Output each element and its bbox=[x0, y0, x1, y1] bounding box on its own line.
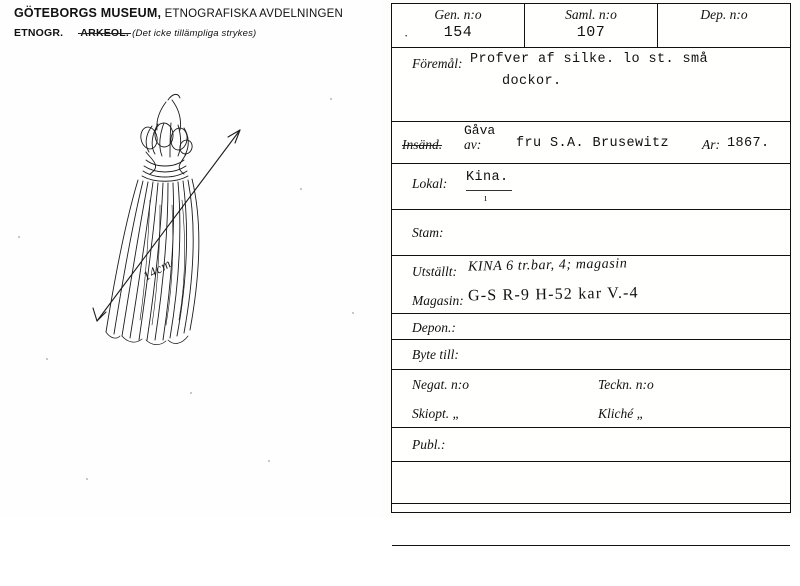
strike-instruction-note: (Det icke tillämpliga strykes) bbox=[132, 28, 257, 39]
foremal-value-line1: Profver af silke. lo st. små bbox=[470, 52, 709, 67]
gift-word: Gåva bbox=[464, 123, 496, 138]
photo-speck bbox=[352, 312, 354, 314]
card-header-row bbox=[392, 4, 790, 48]
photo-speck bbox=[268, 460, 270, 462]
saml-number-label: Saml. n:o bbox=[565, 7, 617, 22]
arkeol-label-struck: ARKEOL. bbox=[80, 27, 130, 39]
left-photo-panel bbox=[0, 0, 382, 518]
dep-number-label: Dep. n:o bbox=[700, 7, 748, 22]
museum-department: ETNOGRAFISKA AVDELNINGEN bbox=[164, 8, 343, 20]
byte-row bbox=[392, 340, 790, 370]
blank-row-2 bbox=[392, 504, 790, 546]
gen-number-label: Gen. n:o bbox=[434, 7, 482, 22]
photo-speck bbox=[86, 478, 88, 480]
year-label: Ar: bbox=[702, 137, 720, 152]
blank-row-1 bbox=[392, 462, 790, 504]
magasin-value: G-S R-9 H-52 kar V.-4 bbox=[467, 284, 639, 305]
publ-label: Publ.: bbox=[412, 437, 446, 452]
photo-speck bbox=[190, 392, 192, 394]
foremal-label: Föremål: bbox=[412, 56, 463, 71]
byte-label: Byte till: bbox=[412, 347, 459, 362]
gen-number-value: 154 bbox=[443, 24, 473, 41]
photo-speck bbox=[46, 358, 48, 360]
stam-label: Stam: bbox=[412, 225, 444, 240]
lokal-row bbox=[392, 164, 790, 210]
utstallt-row bbox=[392, 256, 790, 286]
dep-number-cell bbox=[658, 4, 790, 47]
insand-label-struck: Insänd. bbox=[402, 137, 443, 152]
lokal-label: Lokal: bbox=[412, 176, 448, 191]
foremal-value-line2: dockor. bbox=[502, 74, 562, 89]
museum-name: GÖTEBORGS MUSEUM, bbox=[14, 6, 162, 20]
insand-value: fru S.A. Brusewitz bbox=[516, 136, 670, 151]
museum-title-line bbox=[14, 6, 354, 20]
museum-catalogue-card bbox=[391, 3, 791, 513]
photo-speck bbox=[18, 236, 20, 238]
depon-row bbox=[392, 314, 790, 340]
saml-number-value: 107 bbox=[576, 24, 606, 41]
teckn-label: Teckn. n:o bbox=[598, 377, 654, 392]
scale-annotation: 14cm bbox=[140, 255, 174, 284]
blank-row-3 bbox=[392, 546, 790, 586]
utstallt-value: KINA 6 tr.bar, 4; magasin bbox=[467, 256, 628, 275]
negat-row bbox=[392, 370, 790, 398]
lokal-value: Kina. bbox=[466, 170, 509, 185]
ink-dot: · bbox=[404, 28, 409, 43]
photo-speck bbox=[330, 98, 332, 100]
utstallt-label: Utställt: bbox=[412, 264, 458, 279]
magasin-row bbox=[392, 286, 790, 314]
etnogr-label: ETNOGR. bbox=[14, 27, 64, 39]
foremal-row bbox=[392, 48, 790, 122]
insand-label-rest: av: bbox=[464, 137, 482, 152]
specimen-photograph bbox=[0, 40, 382, 518]
museum-header bbox=[14, 6, 354, 39]
insand-row bbox=[392, 122, 790, 164]
museum-subtitle-line bbox=[14, 27, 354, 39]
negat-label: Negat. n:o bbox=[412, 377, 469, 392]
year-value: 1867. bbox=[727, 136, 770, 151]
kliche-label: Kliché „ bbox=[598, 406, 645, 421]
saml-number-cell bbox=[525, 4, 658, 47]
photo-speck bbox=[300, 188, 302, 190]
gen-number-cell bbox=[392, 4, 525, 47]
depon-label: Depon.: bbox=[412, 320, 456, 335]
lokal-pencil-mark: ı bbox=[484, 192, 488, 204]
lokal-underline bbox=[466, 190, 512, 191]
stam-row bbox=[392, 210, 790, 256]
magasin-label: Magasin: bbox=[412, 293, 464, 308]
publ-row bbox=[392, 428, 790, 462]
skiopt-row bbox=[392, 398, 790, 428]
silk-tassel-drawing bbox=[0, 40, 382, 518]
skiopt-label: Skiopt. „ bbox=[412, 406, 461, 421]
